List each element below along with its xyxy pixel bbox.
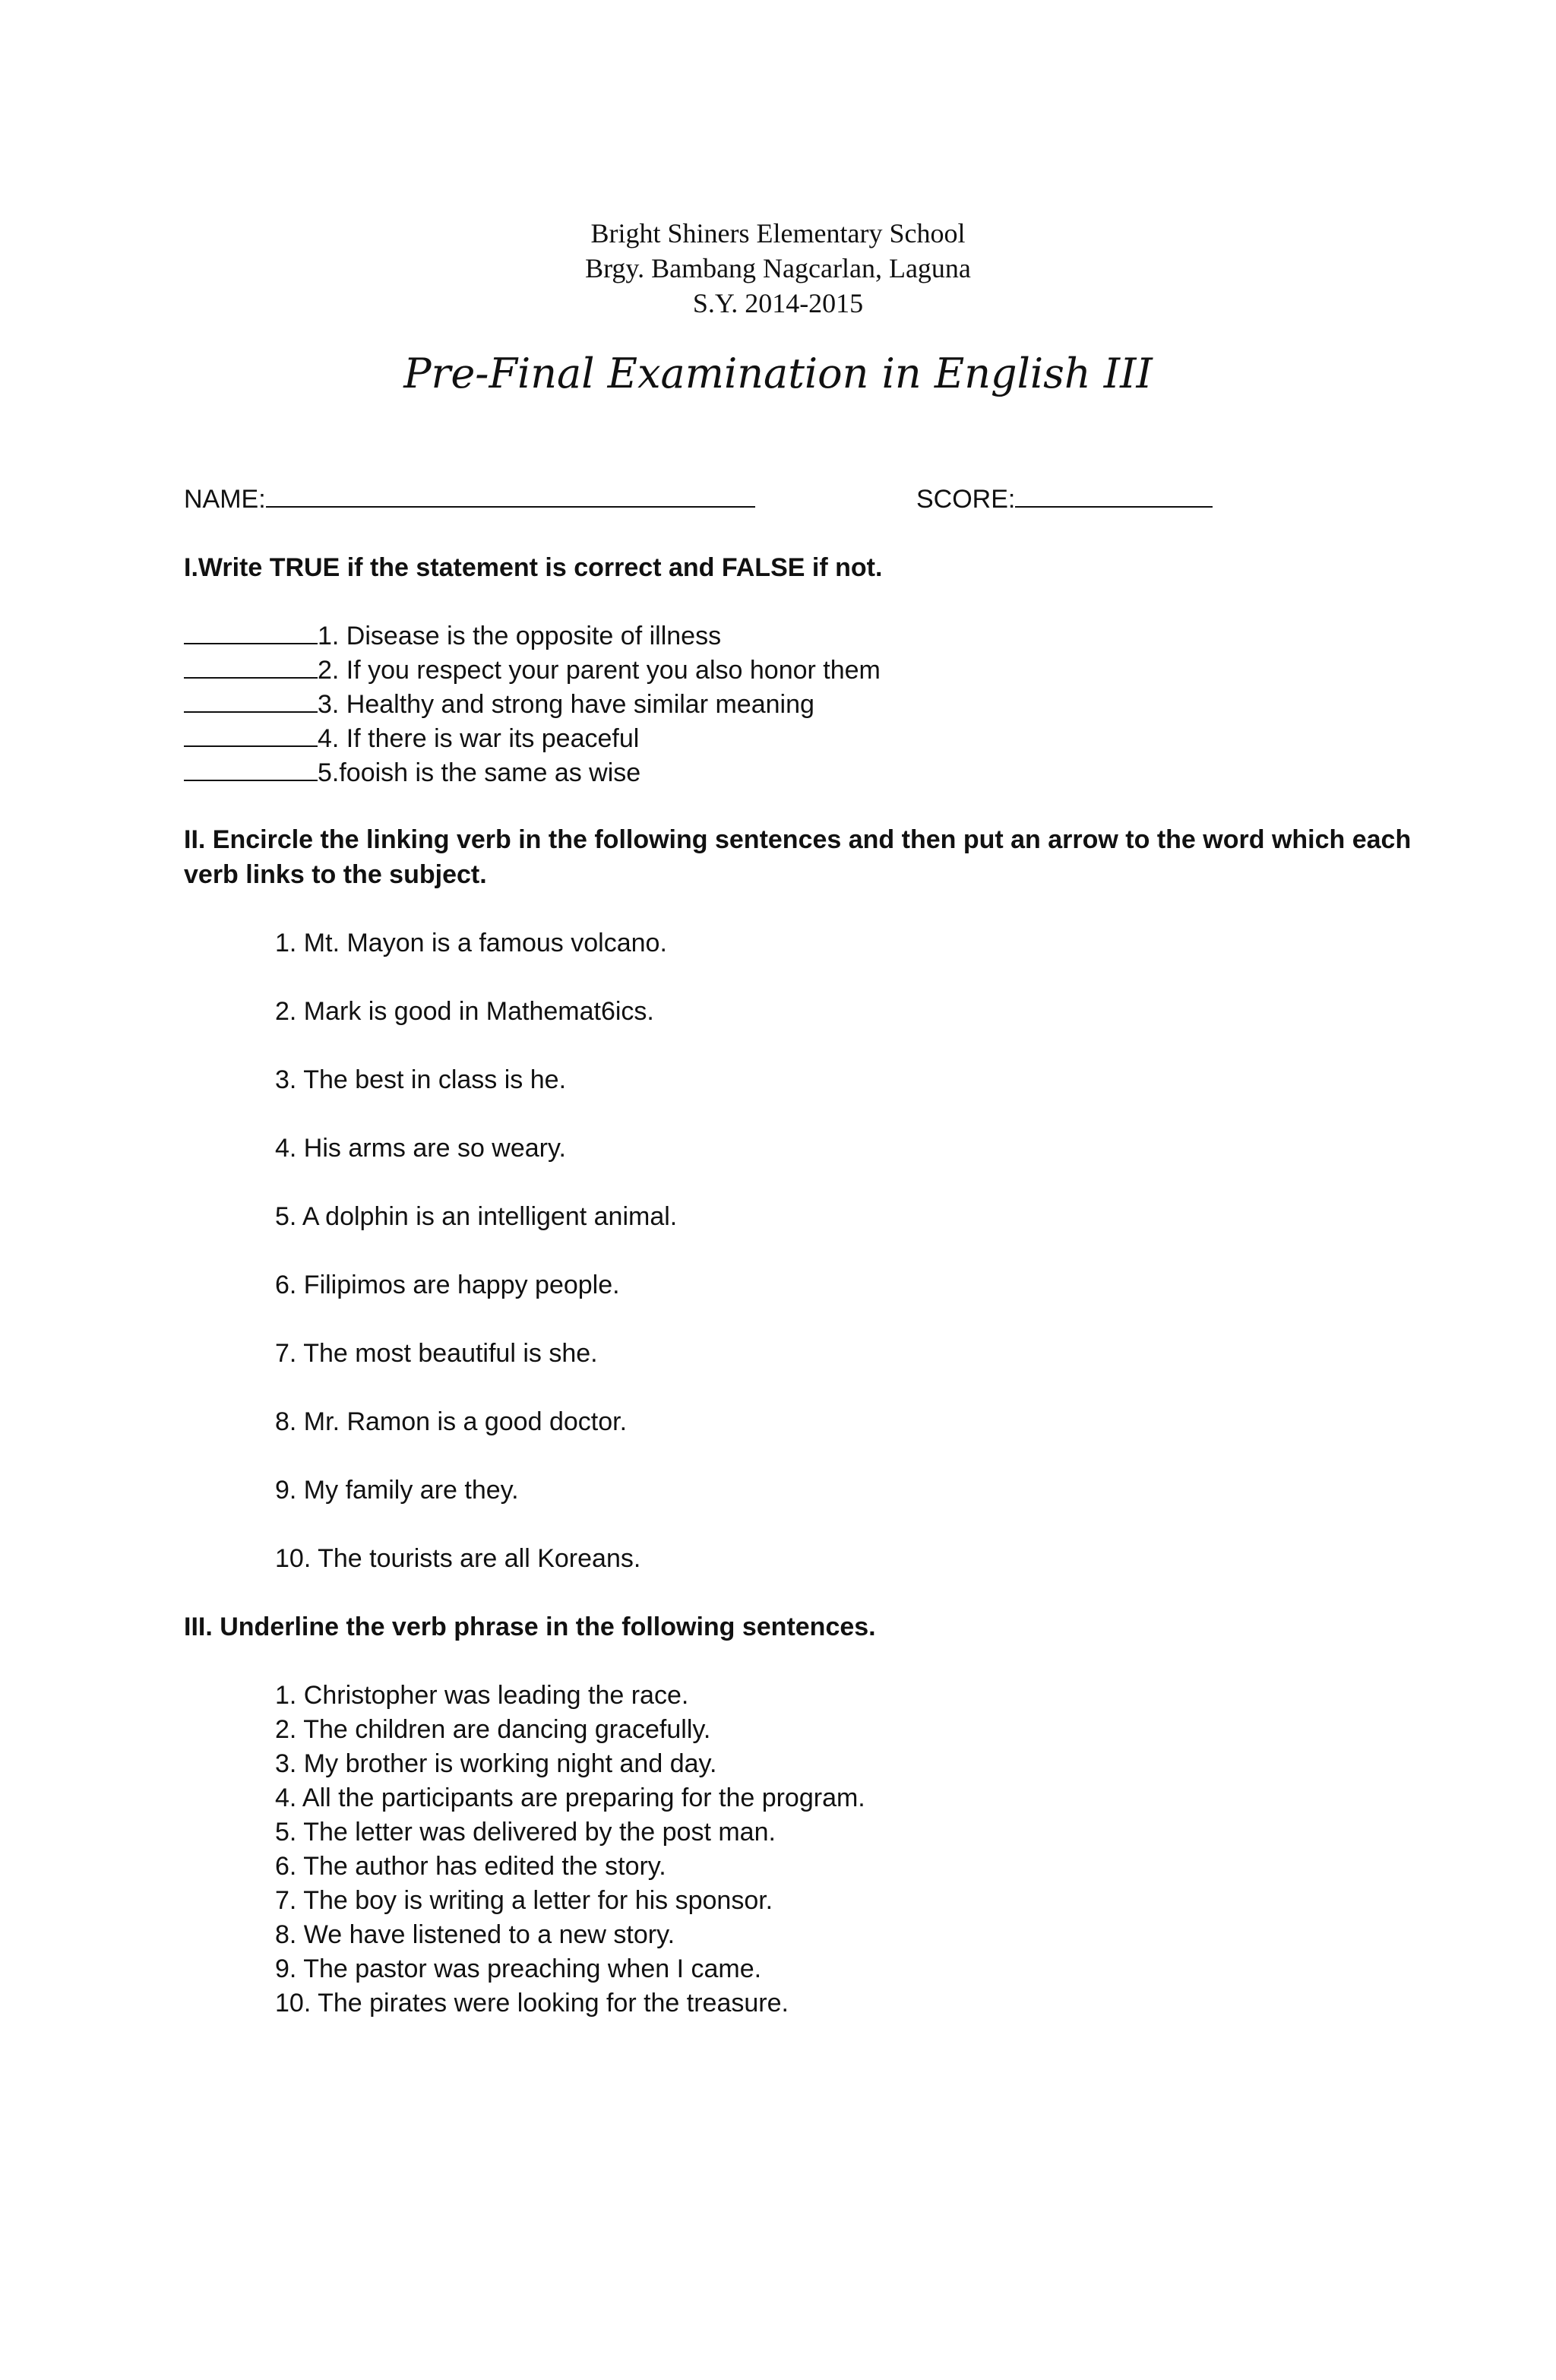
tf-item bbox=[184, 654, 881, 685]
part3-item: 10. The pirates were looking for the treasure. bbox=[275, 1989, 789, 2018]
name-blank[interactable] bbox=[266, 483, 755, 508]
part2-instruction-line2: verb links to the subject. bbox=[184, 860, 487, 889]
part2-item: 10. The tourists are all Koreans. bbox=[275, 1544, 641, 1573]
part3-item: 8. We have listened to a new story. bbox=[275, 1920, 675, 1949]
part3-instruction: III. Underline the verb phrase in the following sentences. bbox=[184, 1613, 876, 1641]
part2-item: 2. Mark is good in Mathemat6ics. bbox=[275, 997, 654, 1026]
part3-item: 5. The letter was delivered by the post man. bbox=[275, 1818, 776, 1847]
score-label: SCORE: bbox=[916, 485, 1016, 514]
tf-item bbox=[184, 723, 639, 754]
answer-blank[interactable] bbox=[184, 757, 318, 781]
exam-title: Pre-Final Examination in English III bbox=[403, 350, 1153, 397]
tf-item-text: 1. Disease is the opposite of illness bbox=[318, 622, 722, 650]
part2-item: 6. Filipimos are happy people. bbox=[275, 1271, 620, 1299]
answer-blank[interactable] bbox=[184, 723, 318, 747]
tf-item-text: 2. If you respect your parent you also honor them bbox=[318, 656, 881, 685]
tf-item bbox=[184, 688, 814, 720]
part3-item: 9. The pastor was preaching when I came. bbox=[275, 1954, 762, 1983]
part2-item: 9. My family are they. bbox=[275, 1476, 519, 1505]
score-blank[interactable] bbox=[1015, 483, 1213, 508]
part3-item: 4. All the participants are preparing for the program. bbox=[275, 1783, 865, 1812]
tf-item-text: 5.fooish is the same as wise bbox=[318, 758, 641, 787]
part2-item: 3. The best in class is he. bbox=[275, 1065, 567, 1094]
part3-item: 1. Christopher was leading the race. bbox=[275, 1681, 689, 1710]
part3-item: 6. The author has edited the story. bbox=[275, 1852, 666, 1881]
name-label: NAME: bbox=[184, 485, 266, 514]
part2-item: 5. A dolphin is an intelligent animal. bbox=[275, 1202, 678, 1231]
tf-item bbox=[184, 620, 721, 651]
school-year: S.Y. 2014-2015 bbox=[692, 288, 864, 318]
school-header bbox=[0, 216, 1556, 321]
answer-blank[interactable] bbox=[184, 620, 318, 644]
school-name: Bright Shiners Elementary School bbox=[590, 218, 966, 248]
tf-item-text: 3. Healthy and strong have similar meaning bbox=[318, 690, 814, 719]
part3-item: 2. The children are dancing gracefully. bbox=[275, 1715, 711, 1744]
name-field[interactable] bbox=[184, 483, 755, 514]
part3-item: 7. The boy is writing a letter for his sponsor. bbox=[275, 1886, 773, 1915]
tf-item bbox=[184, 757, 640, 788]
score-field[interactable] bbox=[916, 483, 1213, 514]
answer-blank[interactable] bbox=[184, 654, 318, 679]
answer-blank[interactable] bbox=[184, 688, 318, 713]
part2-item: 7. The most beautiful is she. bbox=[275, 1339, 598, 1368]
part2-instruction-line1: II. Encircle the linking verb in the following sentences and then put an arrow to the word which each bbox=[184, 825, 1412, 854]
part2-item: 4. His arms are so weary. bbox=[275, 1134, 566, 1163]
part2-item: 1. Mt. Mayon is a famous volcano. bbox=[275, 929, 667, 957]
tf-item-text: 4. If there is war its peaceful bbox=[318, 724, 640, 753]
school-address: Brgy. Bambang Nagcarlan, Laguna bbox=[585, 253, 971, 283]
part3-item: 3. My brother is working night and day. bbox=[275, 1749, 717, 1778]
part2-item: 8. Mr. Ramon is a good doctor. bbox=[275, 1407, 628, 1436]
part1-instruction: I.Write TRUE if the statement is correct and FALSE if not. bbox=[184, 553, 883, 582]
